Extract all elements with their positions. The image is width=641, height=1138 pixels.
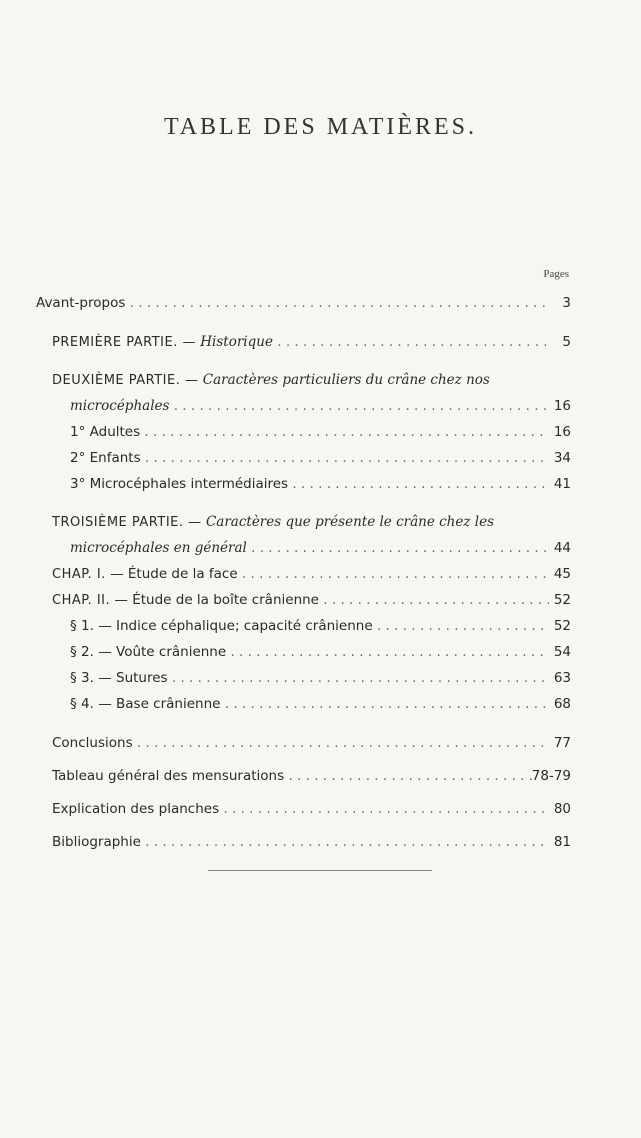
toc-entry-avant-propos[interactable]	[0, 293, 641, 313]
toc-label: § 1. — Indice céphalique; capacité crânienne	[70, 618, 373, 634]
toc-label: § 3. — Sutures	[70, 670, 168, 686]
toc-part-prefix: PREMIÈRE PARTIE. —	[52, 335, 196, 350]
toc-entry-premiere-partie[interactable]	[0, 332, 641, 352]
toc-chapter-prefix: CHAP. II.	[52, 593, 111, 608]
toc-label: — Étude de la boîte crânienne	[114, 592, 319, 608]
toc-entry-chap-1[interactable]	[0, 564, 641, 584]
toc-page: 68	[553, 696, 571, 712]
toc-label: Caractères particuliers du crâne chez nos	[202, 372, 490, 388]
toc-entry-microcephales-intermediaires[interactable]	[0, 474, 641, 494]
toc-entry-troisieme-partie-line1[interactable]	[52, 512, 641, 532]
toc-label: § 4. — Base crânienne	[70, 696, 221, 712]
toc-entry-adultes[interactable]	[0, 422, 641, 442]
toc-entry-bibliographie[interactable]	[0, 832, 641, 852]
toc-page: 52	[553, 592, 571, 608]
toc-label: Conclusions	[52, 735, 133, 751]
toc-page: 63	[553, 670, 571, 686]
toc-page: 80	[553, 801, 571, 817]
toc-label: Historique	[200, 334, 273, 350]
toc-label: Avant-propos	[36, 295, 126, 311]
toc-part-prefix: DEUXIÈME PARTIE. —	[52, 373, 199, 388]
toc-page: 77	[553, 735, 571, 751]
toc-label: 2° Enfants	[70, 450, 141, 466]
toc-entry-tableau[interactable]	[0, 766, 641, 786]
toc-page: 41	[553, 476, 571, 492]
toc-label: § 2. — Voûte crânienne	[70, 644, 227, 660]
toc-entry-deuxieme-partie-line1[interactable]	[52, 370, 641, 390]
toc-label: 3° Microcéphales intermédiaires	[70, 476, 289, 492]
toc-label: — Étude de la face	[110, 566, 238, 582]
toc-entry-section-3[interactable]	[0, 668, 641, 688]
toc-entry-conclusions[interactable]	[0, 733, 641, 753]
toc-page: 3	[562, 295, 571, 311]
toc-label: Explication des planches	[52, 801, 220, 817]
toc-page: 52	[553, 618, 571, 634]
toc-page: 81	[553, 834, 571, 850]
toc-part-prefix: TROISIÈME PARTIE. —	[52, 515, 202, 530]
pages-column-label: Pages	[543, 268, 569, 280]
toc-page: 34	[553, 450, 571, 466]
toc-chapter-prefix: CHAP. I.	[52, 567, 106, 582]
toc-page: 16	[553, 398, 571, 414]
toc-entry-section-4[interactable]	[0, 694, 641, 714]
toc-page: 44	[553, 540, 571, 556]
toc-entry-section-2[interactable]	[0, 642, 641, 662]
page-title: TABLE DES MATIÈRES.	[163, 114, 478, 140]
toc-page: 78-79	[531, 768, 571, 784]
toc-page: 54	[553, 644, 571, 660]
toc-entry-explication[interactable]	[0, 799, 641, 819]
toc-label: 1° Adultes	[70, 424, 141, 440]
toc-entry-section-1[interactable]	[0, 616, 641, 636]
toc-entry-deuxieme-partie-line2[interactable]	[0, 396, 641, 416]
toc-page: 45	[553, 566, 571, 582]
toc-label: microcéphales en général	[70, 540, 247, 556]
toc-page: 16	[553, 424, 571, 440]
closing-rule	[208, 870, 432, 871]
toc-label: Caractères que présente le crâne chez les	[205, 514, 495, 530]
toc-entry-troisieme-partie-line2[interactable]	[0, 538, 641, 558]
toc-label: Bibliographie	[52, 834, 141, 850]
toc-label: Tableau général des mensurations	[52, 768, 285, 784]
toc-entry-enfants[interactable]	[0, 448, 641, 468]
toc-entry-chap-2[interactable]	[0, 590, 641, 610]
toc-label: microcéphales	[70, 398, 170, 414]
toc-page: 5	[562, 334, 571, 350]
